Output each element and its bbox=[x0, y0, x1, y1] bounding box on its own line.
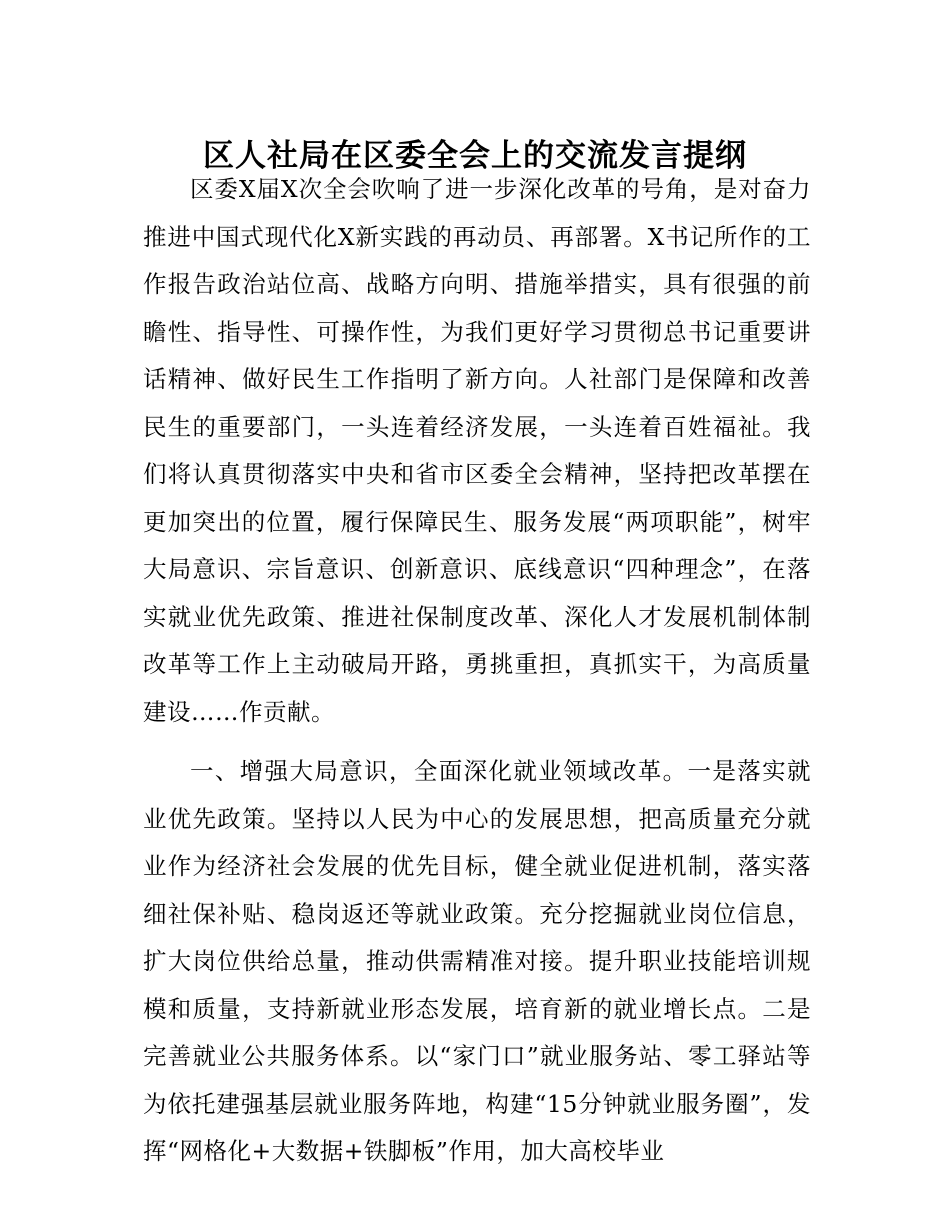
section-one-paragraph: 一、增强大局意识，全面深化就业领域改革。一是落实就业优先政策。坚持以人民为中心的发展思想，把高质量充分就业作为经济社会发展的优先目标，健全就业促进机制，落实落细社保补贴、稳岗返还等就业政策。充分挖掘就业岗位信息，扩大岗位供给总量，推动供需精准对接。提升职业技能培训规模和质量，支持新就业形态发展，培育新的就业增长点。二是完善就业公共服务体系。以“家门口”就业服务站、零工驿站等为依托建强基层就业服务阵地，构建“15分钟就业服务圈”，发挥“网格化+大数据+铁脚板”作用，加大高校毕业 bbox=[143, 757, 811, 1165]
document-title: 区人社局在区委全会上的交流发言提纲 bbox=[203, 137, 747, 174]
intro-paragraph: 区委X届X次全会吹响了进一步深化改革的号角，是对奋力推进中国式现代化X新实践的再动员、再部署。X书记所作的工作报告政治站位高、战略方向明、措施举措实，具有很强的前瞻性、指导性、可操作性，为我们更好学习贯彻总书记重要讲话精神、做好民生工作指明了新方向。人社部门是保障和改善民生的重要部门，一头连着经济发展，一头连着百姓福祉。我们将认真贯彻落实中央和省市区委全会精神，坚持把改革摆在更加突出的位置，履行保障民生、服务发展“两项职能”，树牢大局意识、宗旨意识、创新意识、底线意识“四种理念”，在落实就业优先政策、推进社保制度改革、深化人才发展机制体制改革等工作上主动破局开路，勇挑重担，真抓实干，为高质量建设……作贡献。 bbox=[143, 175, 811, 726]
document-body bbox=[143, 166, 811, 1176]
